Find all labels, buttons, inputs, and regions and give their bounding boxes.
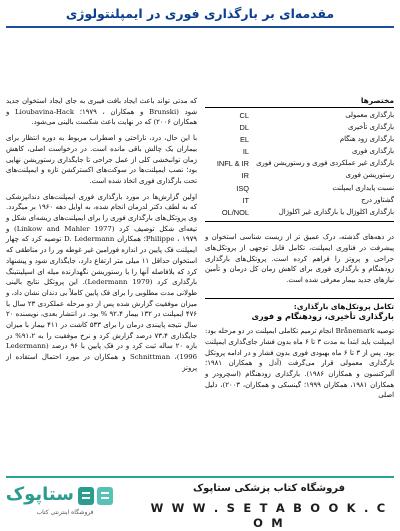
abbreviation-code: EL xyxy=(239,135,249,145)
body-paragraph-3: اولین گزارش‌ها در مورد بارگذاری فوری ایمپلنت‌های دندانپزشکی که به لطف دکتر لدرمان انجام شده، به اوایل دهه ۱۹۶۰ بر میگردد. وی پروتکل‌های بارگذاری فوری را برای ایمپلنت‌های ریشه‌ای شکل و تیغه‌ای شکل توصیف کرد (Linkow and Mahler 1977) و Philippe ، ۱۹۷۹؛ همکاران D. Ledermann توصیه کرد که چهار ایمپلنت فک پایین در اندازه فورامین غیر غوطه ور را در مناطقی که استخوان حداقل ۱۱ میلی متر ارتفاع دارد، جایگذاری شود و پیشنهاد کرد که بلافاصله آنها را با رستوریشن نگهدارنده میله ای اسپلینتینگ بارگذاری کرد (Ledermann 1979). این پروتکل نتایج بالینی طولانی مدت مطلوبی را برای فک پایین کاملاً بی دندان نشان داد، و میزان موفقیت گزارش شده پس از دو مرحله عملکردی ۲۳ سال با ۴۷۶ ایمپلنت در ۱۳۲ بیمار ۹۲،۴ % بود. در انتشار بعدی، نویسنده ۲۰ سال نتیجه پایبندی درمان را برای ۵۳۳ کاشت در ۴۱۱ بیمار با میزان جایگذاری ۷۳،۴ درصد گزارش کرد و نرخ موفقیت را به ۹۱،۲% در بازه ۲۰ ساله ثبت کرد و در فک پایین با ۹۶ درصد (Ledermann 1996)، Schnittman و همکاران در مورد احتمال استفاده از پروتز xyxy=(6,192,198,372)
store-url-link[interactable]: W W W . S E T A B O O K . C O M xyxy=(150,501,388,530)
footer-divider xyxy=(6,476,394,478)
abbreviation-code: DL xyxy=(239,123,249,133)
abbreviation-row xyxy=(205,123,394,133)
abbreviation-code: OL/NOL xyxy=(221,207,249,217)
section-subheading: بارگذاری تأخیری، زودهنگام و فوری xyxy=(251,311,394,322)
abbreviation-description: بارگذاری اکلوژال یا بارگذاری غیر اکلوژال xyxy=(278,207,394,216)
abbreviation-description: بارگذاری تأخیری xyxy=(348,123,394,132)
abbreviation-description: نسبت پایداری ایمپلنت xyxy=(332,183,394,192)
abbreviation-code: IT xyxy=(242,195,249,205)
abbreviation-description: گشتاور درج xyxy=(361,195,394,204)
logo-wordmark: ستاپوک xyxy=(5,484,74,505)
section-paragraph: توصیه Brånemark انجام ترمیم تکاملی ایمپلنت در دو مرحله بود: ایمپلنت باید ابتدا به مدت ۳ تا ۶ ماه بدون فشار جای‌گذاری ایمپلنت بود. پس از ۳ تا ۶ ماه بهبودی فوری بدون فشار و در ادامه پروتکل بارگذاری معمولی قرار می‌گرفت (آدل و همکاران ۱۹۸۱؛ آلبرکتسون و همکاران ۱۹۸۶). بارگذاری زودهنگام (اسچرودر و همکاران ۱۹۸۱، همکاران ۱۹۹۹؛ گینسکی و همکاران، ۲۰۰۳)، دلیل اصلی xyxy=(205,327,394,400)
abbreviation-description: بارگذاری زود هنگام xyxy=(339,135,394,144)
abbreviation-description: بارگذاری غیر عملکردی فوری و رستوریشن فوری xyxy=(256,159,394,168)
title-divider xyxy=(6,26,394,28)
abbreviation-description: رستوریشن فوری xyxy=(345,171,394,180)
store-name: فروشگاه کتاب پزشکی ستاپوک xyxy=(192,483,346,494)
abbreviation-row xyxy=(205,159,394,169)
right-column xyxy=(205,96,394,406)
body-paragraph-1: که مدتی تواند باعث ایجاد بافت فیبری به جای ایجاد استخوان جدید شود (Brunski و همکاران ، ۱۹۷۹؛ Lioubavina-Hack و همکاران ۲۰۰۶) که در نهایت باعث شکست بالینی می‌شود. xyxy=(6,97,197,127)
abbreviation-row xyxy=(205,111,394,121)
body-paragraph-2: با این حال، درد، ناراحتی و اضطراب مربوط به دوره انتظار برای بیماران یک چالش باقی مانده است. در درخواست اصلی، کاهش زمان توانبخشی کلی از عمل جراحی تا جایگذاری رستوریشن نهایی بود؛ نصب ایمپلنت‌ها در سوکت‌های اکسترکشن تازه و ایمپلنت‌های تحت بارگذاری فوری اتخاذ شده است. xyxy=(6,134,197,185)
intro-paragraph: در دهه‌های گذشته، درک عمیق تر از زیست شناسی استخوان و پیشرفت در فناوری ایمپلنت، تکامل قابل توجهی از پروتکل‌های جراحی و پروتز را فراهم کرده است. پروتکل‌های بارگذاری زودهنگام و بارگذاری فوری برای کاهش زمان کل درمان و تأمین نیازهای جدید بیمار معرفی شده است. xyxy=(205,233,394,285)
abbreviation-code: IL xyxy=(242,147,249,157)
abbreviation-row xyxy=(205,147,394,157)
abbreviation-row xyxy=(205,208,394,218)
abbreviation-row xyxy=(205,171,394,181)
abbreviations-list xyxy=(205,111,394,217)
store-logo[interactable] xyxy=(5,482,120,520)
abbreviation-code: INFL & IR xyxy=(216,159,249,169)
abbreviation-code: ISQ xyxy=(236,183,249,193)
abbreviation-description: بارگذاری فوری xyxy=(351,147,394,156)
abbreviation-code: CL xyxy=(239,111,249,120)
left-column xyxy=(6,96,197,379)
section-heading: تکامل پروتکل‌های بارگذاری: xyxy=(205,298,394,312)
logo-tagline: فروشگاه اینترنتی کتاب xyxy=(36,509,94,516)
abbreviations-heading: مختصرها xyxy=(205,96,394,108)
book-logo-icon xyxy=(76,484,116,508)
page-title: مقدمه‌ای بر بارگذاری فوری در ایمپلنتولوژی xyxy=(65,6,335,21)
abbreviation-row xyxy=(205,196,394,206)
abbreviation-description: بارگذاری معمولی xyxy=(345,111,394,119)
abbreviation-row xyxy=(205,184,394,194)
abbreviations-divider xyxy=(205,221,394,222)
abbreviation-code: IR xyxy=(241,171,249,181)
abbreviation-row xyxy=(205,135,394,145)
